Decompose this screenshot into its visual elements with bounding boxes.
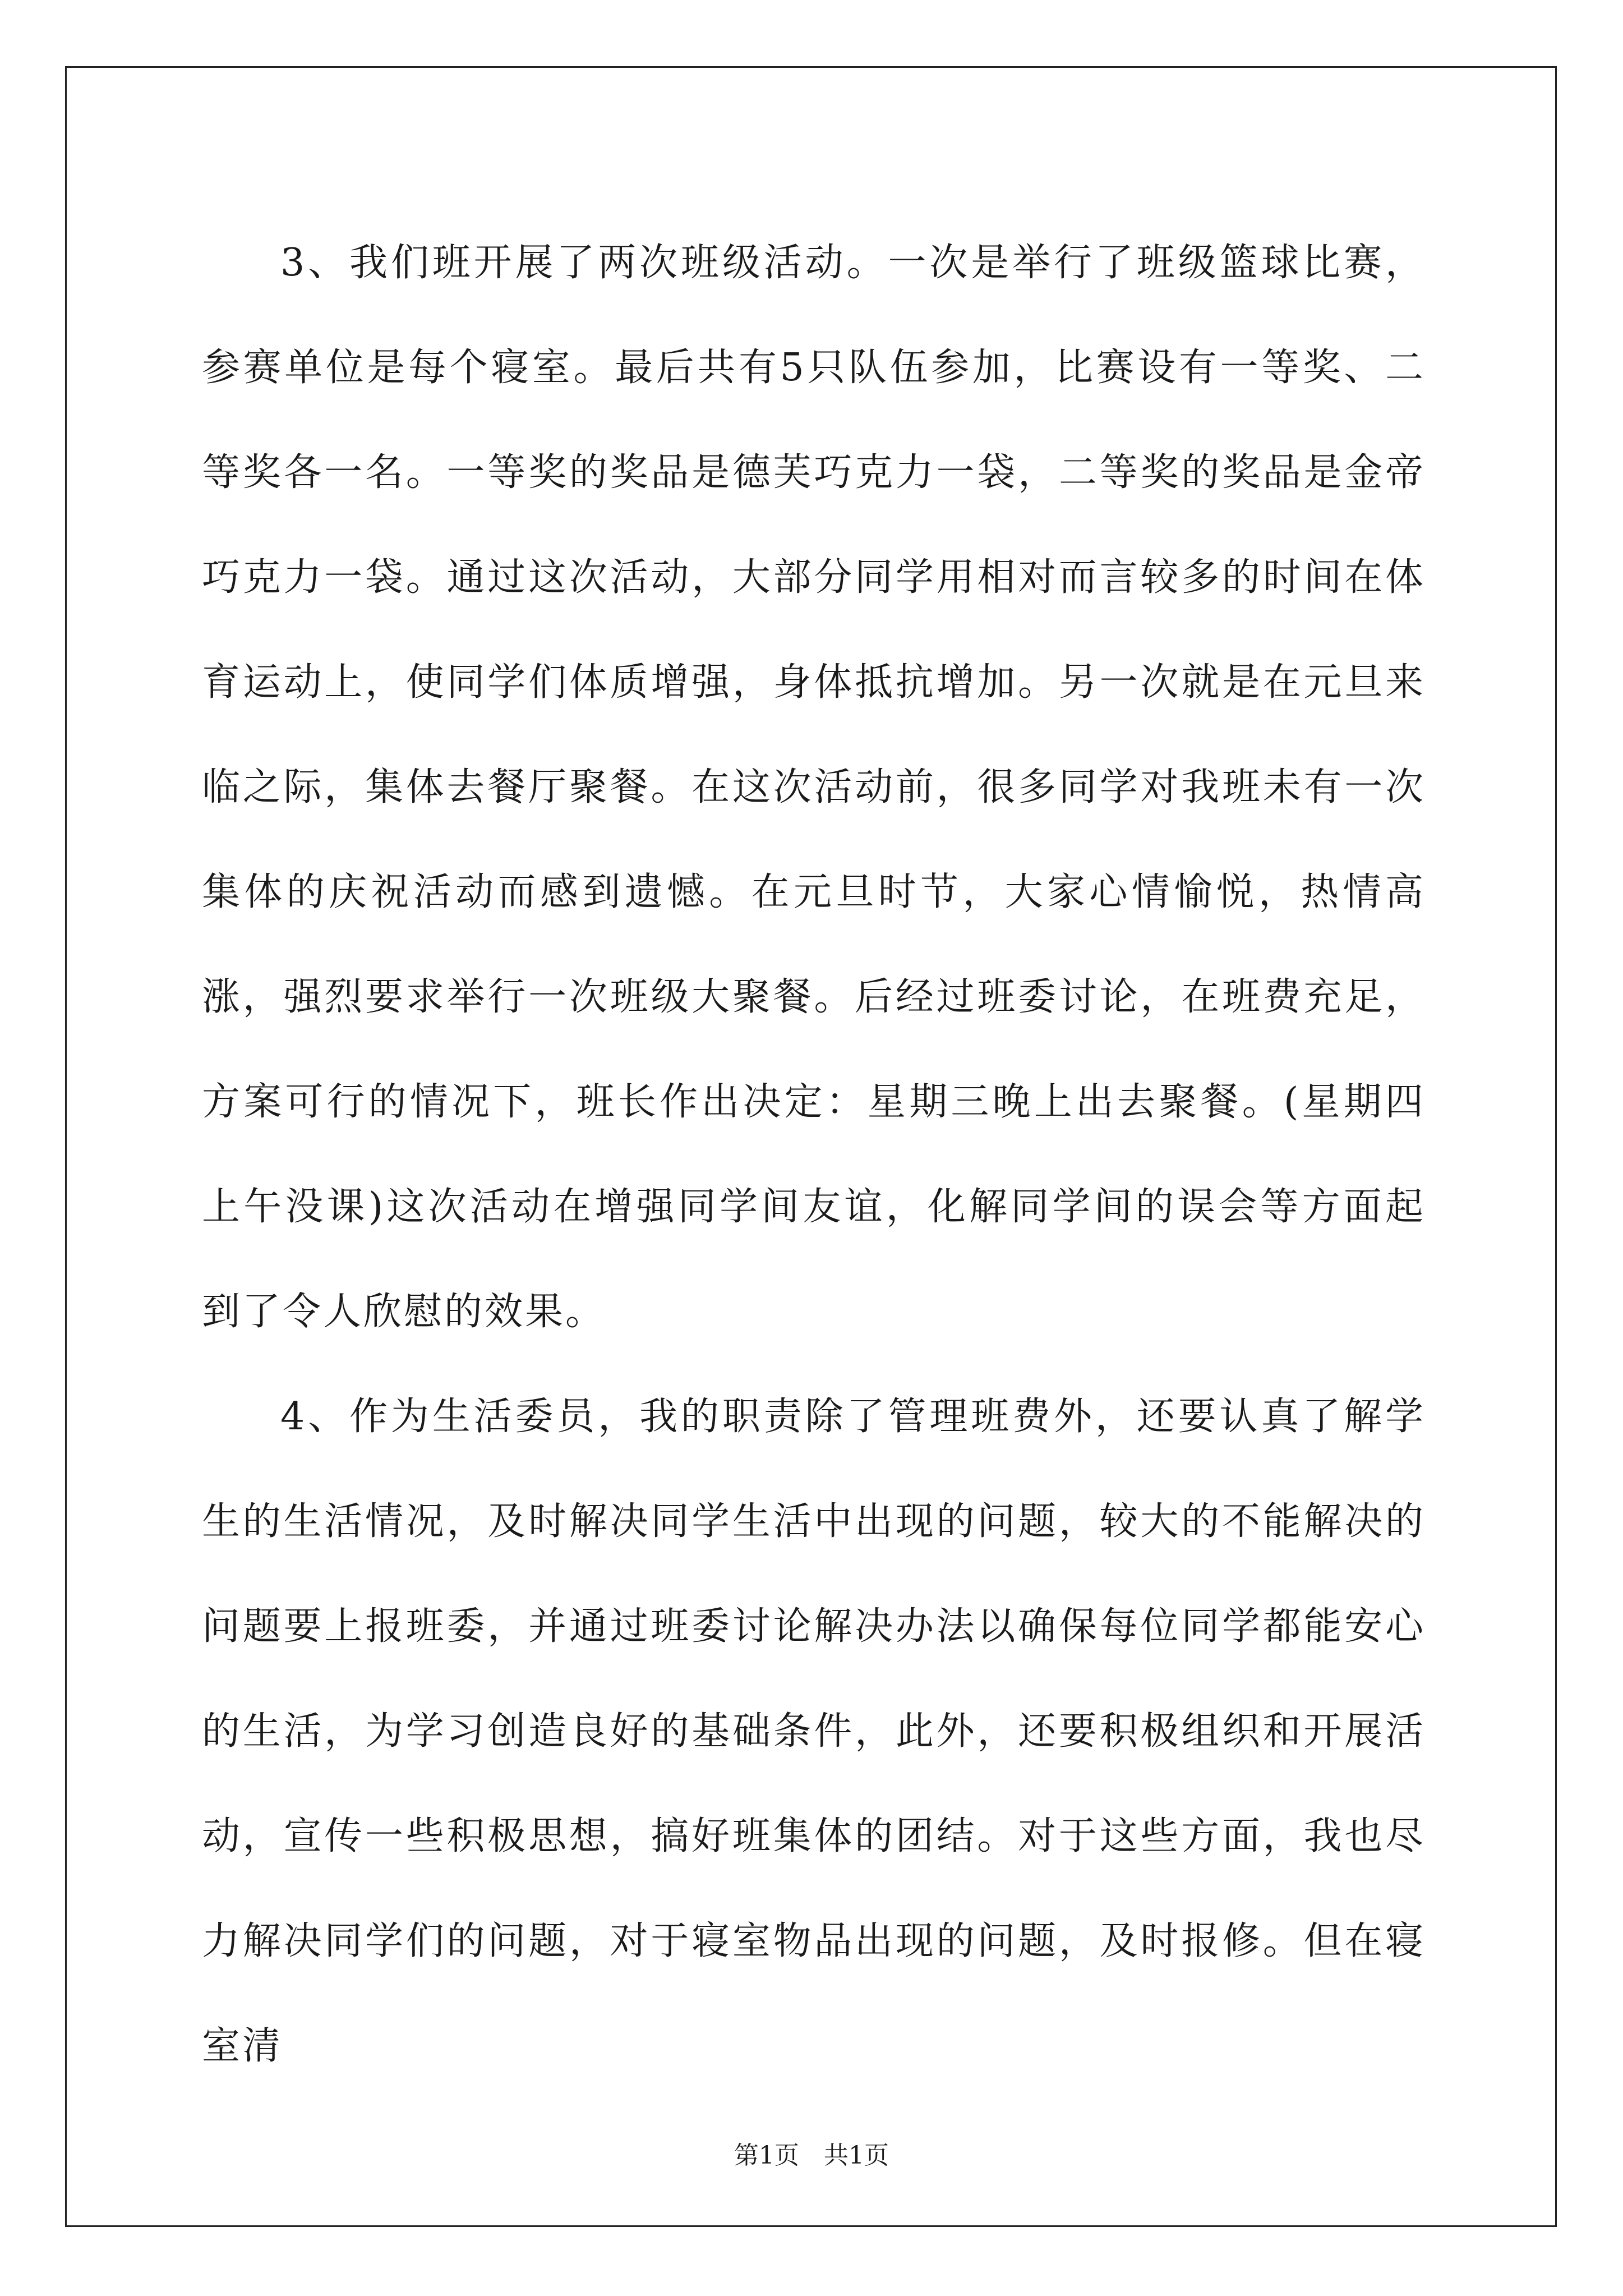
document-body (202, 210, 1426, 2099)
page-number-footer: 第1页 共1页 (734, 2141, 889, 2170)
paragraph-life-committee-duties: 4、作为生活委员，我的职责除了管理班费外，还要认真了解学生的生活情况，及时解决同学生活中出现的问题，较大的不能解决的问题要上报班委，并通过班委讨论解决办法以确保每位同学都能安心的生活，为学习创造良好的基础条件，此外，还要积极组织和开展活动，宣传一些积极思想，搞好班集体的团结。对于这些方面，我也尽力解决同学们的问题，对于寝室物品出现的问题，及时报修。但在寝室清 (202, 1395, 1426, 2068)
paragraph-class-activities: 3、我们班开展了两次班级活动。一次是举行了班级篮球比赛，参赛单位是每个寝室。最后共有5只队伍参加，比赛设有一等奖、二等奖各一名。一等奖的奖品是德芙巧克力一袋，二等奖的奖品是金帝巧克力一袋。通过这次活动，大部分同学用相对而言较多的时间在体育运动上，使同学们体质增强，身体抵抗增加。另一次就是在元旦来临之际，集体去餐厅聚餐。在这次活动前，很多同学对我班未有一次集体的庆祝活动而感到遗憾。在元旦时节，大家心情愉悦，热情高涨，强烈要求举行一次班级大聚餐。后经过班委讨论，在班费充足，方案可行的情况下，班长作出决定：星期三晚上出去聚餐。(星期四上午没课)这次活动在增强同学间友谊，化解同学间的误会等方面起到了令人欣慰的效果。 (202, 241, 1426, 1334)
